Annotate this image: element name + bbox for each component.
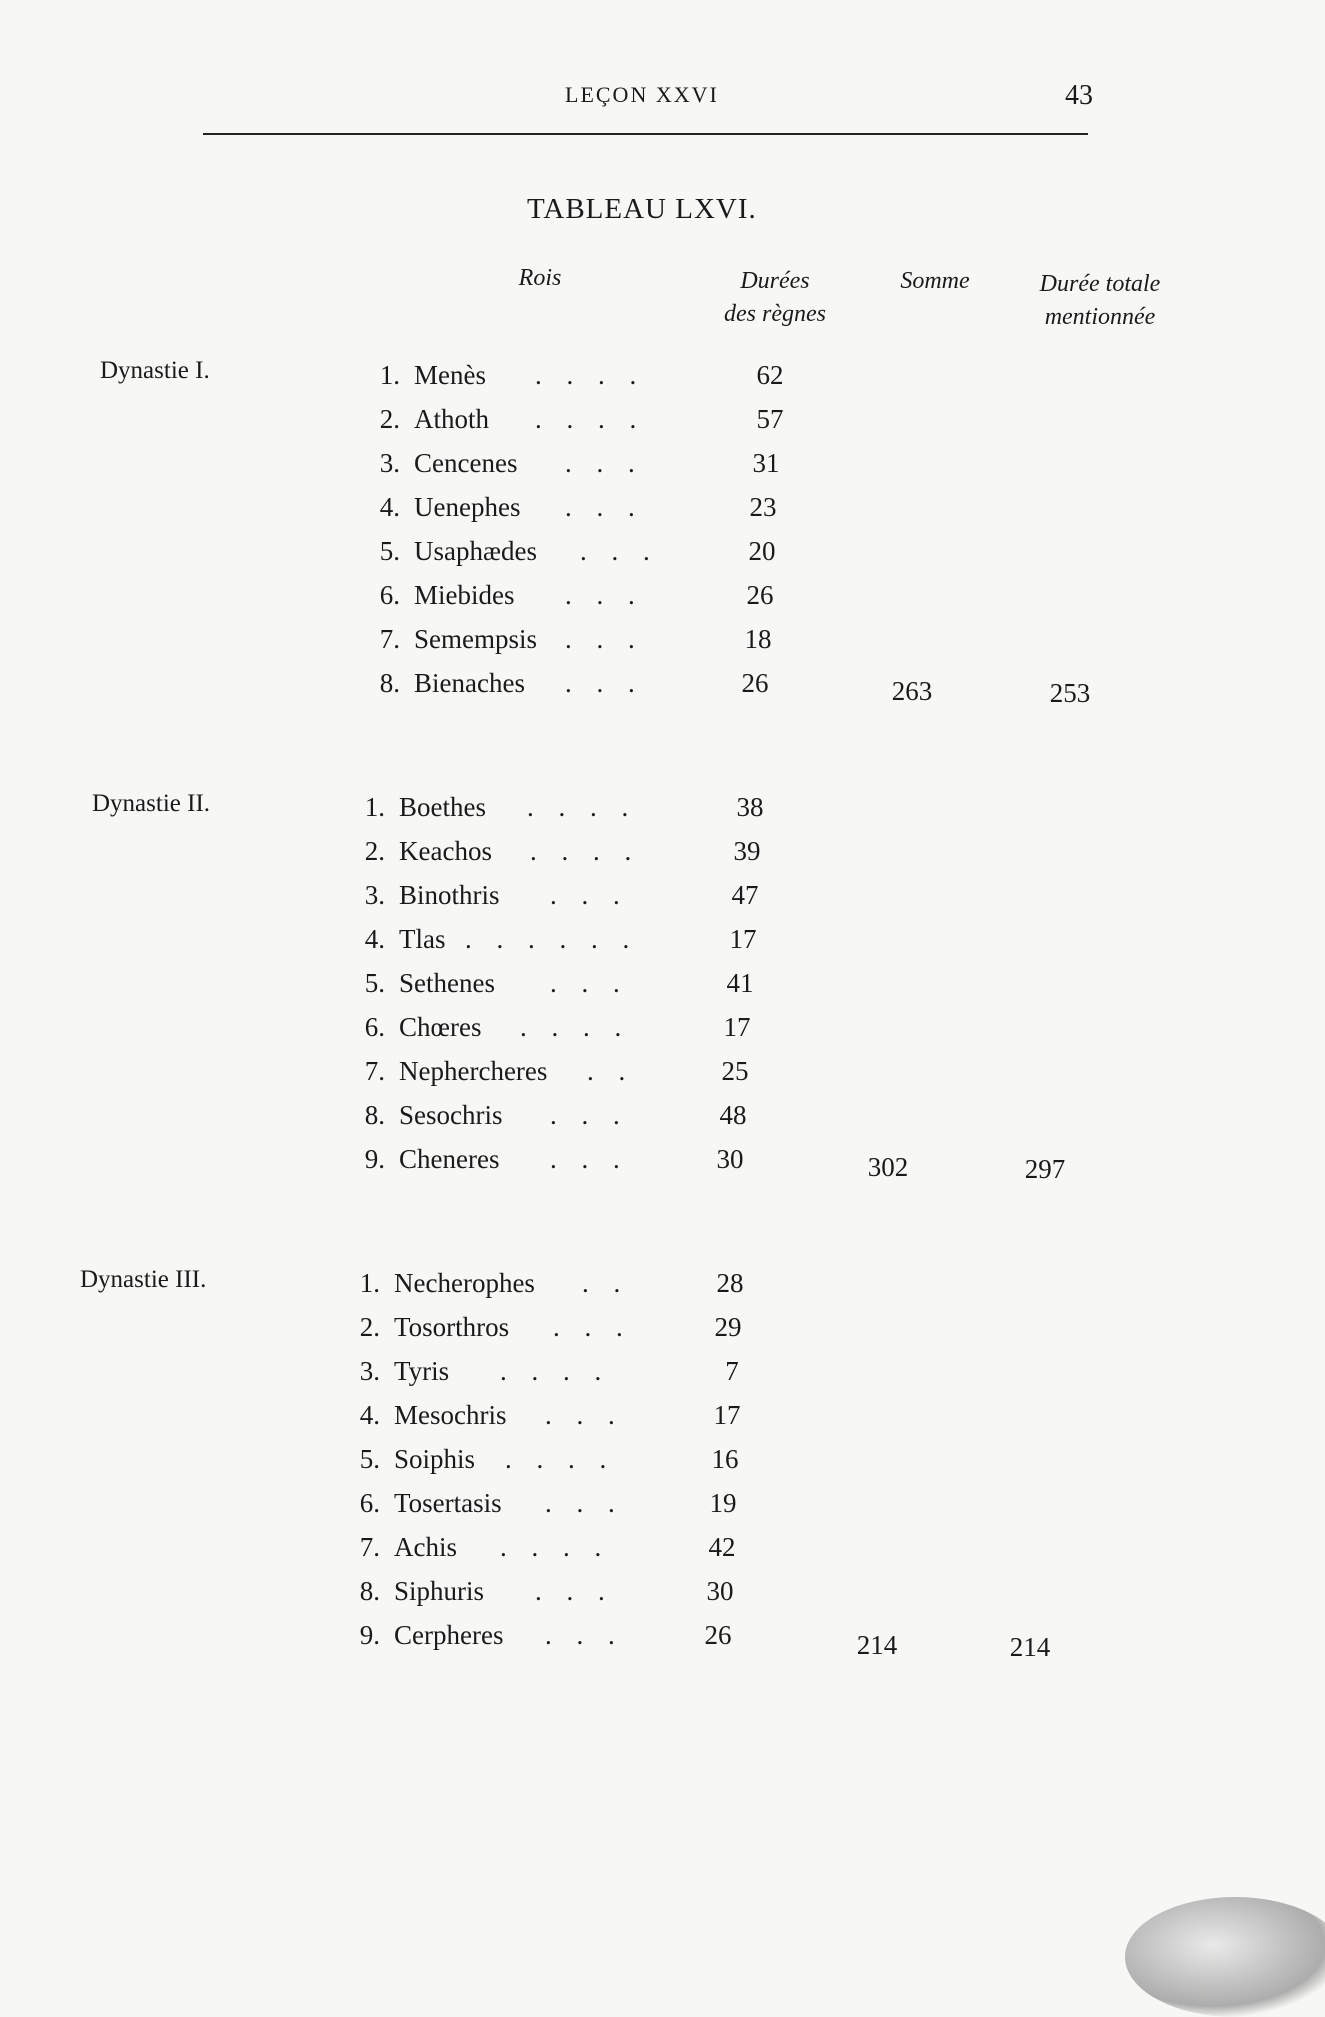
king-name: Sethenes <box>399 968 495 998</box>
scan-shadow <box>1125 1897 1325 2017</box>
reign-duration: 42 <box>708 1532 736 1562</box>
column-header-durees-line1: Durées <box>740 268 810 294</box>
reign-duration: 31 <box>752 448 780 478</box>
reign-duration: 38 <box>736 792 764 822</box>
king-row <box>370 492 830 532</box>
king-name: Tosertasis <box>394 1488 502 1518</box>
leader-dots: . . . <box>565 668 644 698</box>
table-title: TABLEAU LXVI. <box>527 193 757 225</box>
leader-dots: . . . <box>553 1312 632 1342</box>
leader-dots: . . . . <box>530 836 641 866</box>
king-number: 1. <box>359 1268 380 1298</box>
king-name: Semempsis <box>414 624 538 654</box>
king-row <box>350 1488 810 1528</box>
leader-dots: . . . <box>535 1576 614 1606</box>
reign-duration: 18 <box>744 624 772 654</box>
king-name: Nephercheres <box>399 1056 548 1086</box>
king-row <box>350 1532 810 1572</box>
king-number: 6. <box>364 1012 385 1042</box>
header-rule <box>203 133 1088 135</box>
leader-dots: . . . <box>565 580 644 610</box>
king-row <box>370 580 830 620</box>
king-number: 4. <box>379 492 400 522</box>
king-number: 4. <box>364 924 385 954</box>
dynasty-sum: 214 <box>856 1630 898 1660</box>
leader-dots: . . . . <box>500 1356 611 1386</box>
leader-dots: . . . <box>550 1100 629 1130</box>
leader-dots: . . . <box>565 448 644 478</box>
reign-duration: 39 <box>733 836 761 866</box>
king-name: Menès <box>414 360 486 390</box>
king-number: 9. <box>364 1144 385 1174</box>
reign-duration: 48 <box>719 1100 747 1130</box>
king-name: Tosorthros <box>394 1312 510 1342</box>
leader-dots: . . . <box>580 536 659 566</box>
leader-dots: . . . <box>550 880 629 910</box>
dynasty-total: 297 <box>1024 1154 1066 1184</box>
king-number: 3. <box>364 880 385 910</box>
reign-duration: 23 <box>749 492 777 522</box>
king-name: Uenephes <box>414 492 521 522</box>
reign-duration: 28 <box>716 1268 744 1298</box>
leader-dots: . . . . <box>505 1444 616 1474</box>
leader-dots: . . . . <box>527 792 638 822</box>
dynasty-total: 214 <box>1009 1632 1051 1662</box>
reign-duration: 57 <box>756 404 784 434</box>
king-number: 2. <box>364 836 385 866</box>
leader-dots: . . . <box>545 1488 624 1518</box>
king-name: Mesochris <box>394 1400 507 1430</box>
king-name: Necherophes <box>394 1268 535 1298</box>
column-header-somme: Somme <box>900 268 970 294</box>
king-number: 6. <box>359 1488 380 1518</box>
running-head: LEÇON XXVI <box>565 82 719 107</box>
king-number: 8. <box>379 668 400 698</box>
king-name: Keachos <box>399 836 492 866</box>
king-number: 2. <box>379 404 400 434</box>
column-header-total <box>1010 268 1190 334</box>
king-name: Soiphis <box>394 1444 476 1474</box>
king-name: Cerpheres <box>394 1620 504 1650</box>
leader-dots: . . <box>587 1056 635 1086</box>
king-number: 5. <box>364 968 385 998</box>
king-row <box>350 1620 810 1660</box>
king-row <box>355 1100 815 1140</box>
reign-duration: 16 <box>711 1444 739 1474</box>
leader-dots: . . . <box>550 968 629 998</box>
reign-duration: 17 <box>723 1012 751 1042</box>
king-row <box>355 792 815 832</box>
king-number: 5. <box>379 536 400 566</box>
king-row <box>370 448 830 488</box>
reign-duration: 29 <box>714 1312 742 1342</box>
king-number: 3. <box>379 448 400 478</box>
king-name: Chœres <box>399 1012 482 1042</box>
king-row <box>355 968 815 1008</box>
king-number: 1. <box>379 360 400 390</box>
reign-duration: 26 <box>704 1620 732 1650</box>
king-row <box>370 360 830 400</box>
reign-duration: 26 <box>741 668 769 698</box>
king-row <box>355 1056 815 1096</box>
king-row <box>370 536 830 576</box>
dynasty-label: Dynastie I. <box>100 357 210 384</box>
leader-dots: . . . <box>545 1620 624 1650</box>
king-number: 9. <box>359 1620 380 1650</box>
king-row <box>350 1444 810 1484</box>
reign-duration: 30 <box>706 1576 734 1606</box>
reign-duration: 25 <box>721 1056 749 1086</box>
leader-dots: . . . <box>550 1144 629 1174</box>
column-header-rois: Rois <box>518 265 562 291</box>
dynasty-sum: 302 <box>867 1152 909 1182</box>
dynasty-label: Dynastie III. <box>80 1266 207 1293</box>
king-row <box>355 1144 815 1184</box>
king-row <box>350 1400 810 1440</box>
reign-duration: 62 <box>756 360 784 390</box>
reign-duration: 7 <box>725 1356 739 1386</box>
king-name: Achis <box>394 1532 457 1562</box>
king-number: 1. <box>364 792 385 822</box>
reign-duration: 19 <box>709 1488 737 1518</box>
king-number: 5. <box>359 1444 380 1474</box>
king-row <box>370 624 830 664</box>
king-row <box>370 404 830 444</box>
king-name: Miebides <box>414 580 515 610</box>
king-name: Athoth <box>414 404 490 434</box>
reign-duration: 30 <box>716 1144 744 1174</box>
king-row <box>355 836 815 876</box>
king-row <box>355 1012 815 1052</box>
leader-dots: . . . <box>565 492 644 522</box>
dynasty-total: 253 <box>1049 678 1091 708</box>
king-number: 7. <box>364 1056 385 1086</box>
leader-dots: . . . <box>545 1400 624 1430</box>
reign-duration: 20 <box>748 536 776 566</box>
king-name: Boethes <box>399 792 486 822</box>
king-name: Usaphædes <box>414 536 537 566</box>
leader-dots: . . . . <box>500 1532 611 1562</box>
reign-duration: 17 <box>729 924 757 954</box>
leader-dots: . . . <box>565 624 644 654</box>
king-name: Bienaches <box>414 668 525 698</box>
reign-duration: 47 <box>731 880 759 910</box>
dynasty-label: Dynastie II. <box>92 790 211 817</box>
king-number: 8. <box>359 1576 380 1606</box>
king-number: 4. <box>359 1400 380 1430</box>
king-name: Cencenes <box>414 448 518 478</box>
king-name: Siphuris <box>394 1576 485 1606</box>
king-number: 7. <box>379 624 400 654</box>
reign-duration: 17 <box>713 1400 741 1430</box>
leader-dots: . . <box>582 1268 630 1298</box>
column-header-total-line2: mentionnée <box>1044 304 1156 330</box>
king-number: 6. <box>379 580 400 610</box>
king-name: Sesochris <box>399 1100 503 1130</box>
king-row <box>355 924 815 964</box>
king-name: Tyris <box>394 1356 450 1386</box>
king-row <box>355 880 815 920</box>
leader-dots: . . . . <box>535 360 646 390</box>
king-row <box>350 1312 810 1352</box>
king-number: 7. <box>359 1532 380 1562</box>
king-row <box>350 1356 810 1396</box>
king-number: 3. <box>359 1356 380 1386</box>
king-row <box>370 668 830 708</box>
column-header-total-line1: Durée totale <box>1039 271 1161 297</box>
king-name: Cheneres <box>399 1144 500 1174</box>
reign-duration: 26 <box>746 580 774 610</box>
column-header-durees <box>690 265 860 331</box>
dynasty-sum: 263 <box>891 676 933 706</box>
leader-dots: . . . . . . <box>465 924 639 954</box>
king-name: Tlas <box>399 924 446 954</box>
reign-duration: 41 <box>726 968 754 998</box>
page-number: 43 <box>1065 80 1093 111</box>
king-name: Binothris <box>399 880 500 910</box>
column-header-durees-line2: des règnes <box>724 301 826 327</box>
king-row <box>350 1268 810 1308</box>
king-row <box>350 1576 810 1616</box>
leader-dots: . . . . <box>520 1012 631 1042</box>
king-number: 2. <box>359 1312 380 1342</box>
leader-dots: . . . . <box>535 404 646 434</box>
king-number: 8. <box>364 1100 385 1130</box>
